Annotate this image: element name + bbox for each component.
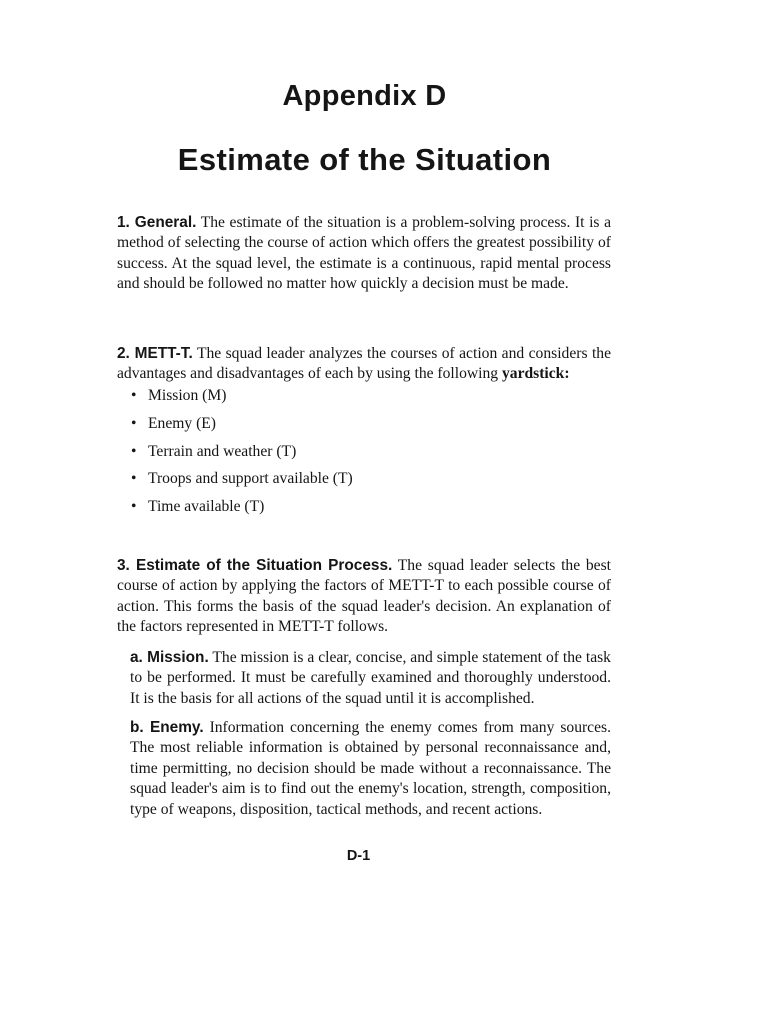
- list-item: • Mission (M): [131, 387, 227, 404]
- section-mett-t-text: The squad leader analyzes the courses of action and considers the advantages and disadvantages of each by using the following: [117, 345, 611, 383]
- section-general-text: The estimate of the situation is a problem-solving process. It is a method of selecting the course of action which offers the greatest possibility of success. At the squad level, the estimate is a continuous, rapid mental process and should be followed no matter how quickly a decision must be made.: [117, 214, 611, 293]
- appendix-title: Appendix D: [282, 80, 447, 112]
- page-title: Estimate of the Situation: [177, 142, 552, 177]
- page-number: D-1: [346, 848, 371, 864]
- section-process-heading: 3. Estimate of the Situation Process.: [117, 557, 393, 574]
- bullet-icon: •: [131, 470, 137, 488]
- bullet-icon: •: [131, 498, 137, 516]
- subsection-mission-text: The mission is a clear, concise, and simple statement of the task to be performed. It must be carefully examined and thoroughly understood. It is the basis for all actions of the squad until it is accomplished.: [130, 649, 611, 707]
- subsection-mission: [130, 648, 611, 709]
- bullet-icon: •: [131, 414, 137, 432]
- list-item: • Troops and support available (T): [131, 470, 353, 488]
- subsection-enemy-text: Information concerning the enemy comes from many sources. The most reliable information is obtained by personal reconnaissance and, time permitting, no decision should be made without a reconnaissance. The squad leader's aim is to find out the enemy's location, strength, composition, type of weapons, disposition, tactical methods, and recent actions.: [130, 719, 611, 818]
- list-item: • Terrain and weather (T): [131, 442, 297, 460]
- section-mett-t: [117, 344, 611, 385]
- section-process: [117, 556, 611, 638]
- bullet-icon: •: [131, 442, 137, 460]
- mett-t-list: [131, 386, 353, 525]
- section-process-text: The squad leader selects the best course of action by applying the factors of METT-T to each possible course of action. This forms the basis of the squad leader's decision. An explanation of the factors represented in METT-T follows.: [117, 557, 611, 636]
- section-general-heading: 1. General.: [117, 214, 197, 231]
- list-item: • Time available (T): [131, 498, 265, 516]
- section-general: [117, 213, 611, 295]
- subsection-enemy: [130, 718, 611, 820]
- section-mett-t-emphasis: yardstick:: [501, 365, 570, 383]
- section-mett-t-heading: 2. METT-T.: [117, 345, 193, 362]
- bullet-icon: •: [131, 387, 137, 404]
- subsection-enemy-heading: b. Enemy.: [130, 719, 204, 736]
- subsection-mission-heading: a. Mission.: [130, 649, 209, 666]
- list-item: • Enemy (E): [131, 414, 216, 432]
